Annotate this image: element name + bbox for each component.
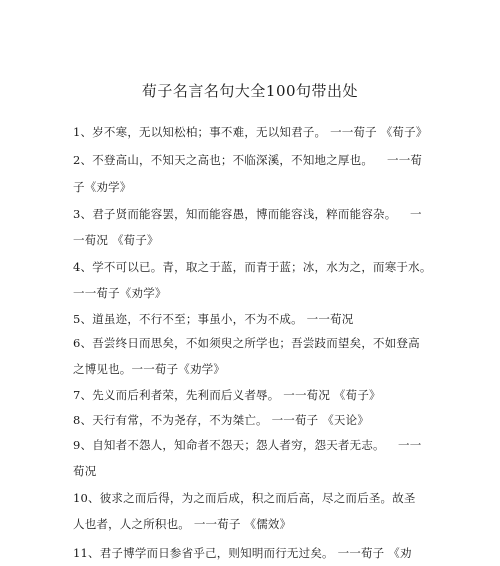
text-line: 子《劝学》: [73, 180, 132, 194]
text-line: 6、吾尝终日而思矣，不如须臾之所学也；吾尝跂而望矣，不如登高: [73, 336, 420, 350]
text-line: 一一荀子《劝学》: [73, 286, 167, 300]
text-line: 10、彼求之而后得，为之而后成，积之而后高，尽之而后圣。故圣: [73, 491, 416, 505]
text-line: 7、先义而后利者荣，先利而后义者辱。 一一荀况 《荀子》: [73, 388, 381, 402]
text-line: 5、道虽迩，不行不至；事虽小，不为不成。 一一荀况: [73, 312, 354, 326]
text-line: 1、岁不寒，无以知松柏；事不难，无以知君子。 一一荀子 《荀子》: [73, 125, 428, 139]
attribution-fragment: 一: [410, 207, 422, 221]
text-line: 之博见也。一一荀子《劝学》: [73, 362, 226, 376]
text-line: 3、君子贤而能容罢，知而能容愚，博而能容浅，粹而能容杂。: [73, 207, 397, 221]
attribution-fragment: 一一荀: [387, 153, 423, 167]
text-line: 8、天行有常，不为尧存，不为桀亡。 一一荀子 《天论》: [73, 413, 370, 427]
text-line: 人也者，人之所积也。 一一荀子 《儒效》: [73, 517, 292, 531]
document-title: 荀子名言名句大全100句带出处: [141, 82, 359, 100]
text-line: 11、君子博学而日参省乎己，则知明而行无过矣。 一一荀子 《劝: [73, 546, 412, 560]
attribution-fragment: 一一: [398, 438, 422, 452]
text-line: 荀况: [73, 464, 97, 478]
text-line: 9、自知者不怨人，知命者不怨天；怨人者穷，怨天者无志。: [73, 438, 385, 452]
text-line: 4、学不可以已。青，取之于蓝，而青于蓝；冰，水为之，而寒于水。: [73, 260, 432, 274]
text-line: 2、不登高山，不知天之高也；不临深溪，不知地之厚也。: [73, 153, 374, 167]
text-line: 一荀况 《荀子》: [73, 233, 159, 247]
